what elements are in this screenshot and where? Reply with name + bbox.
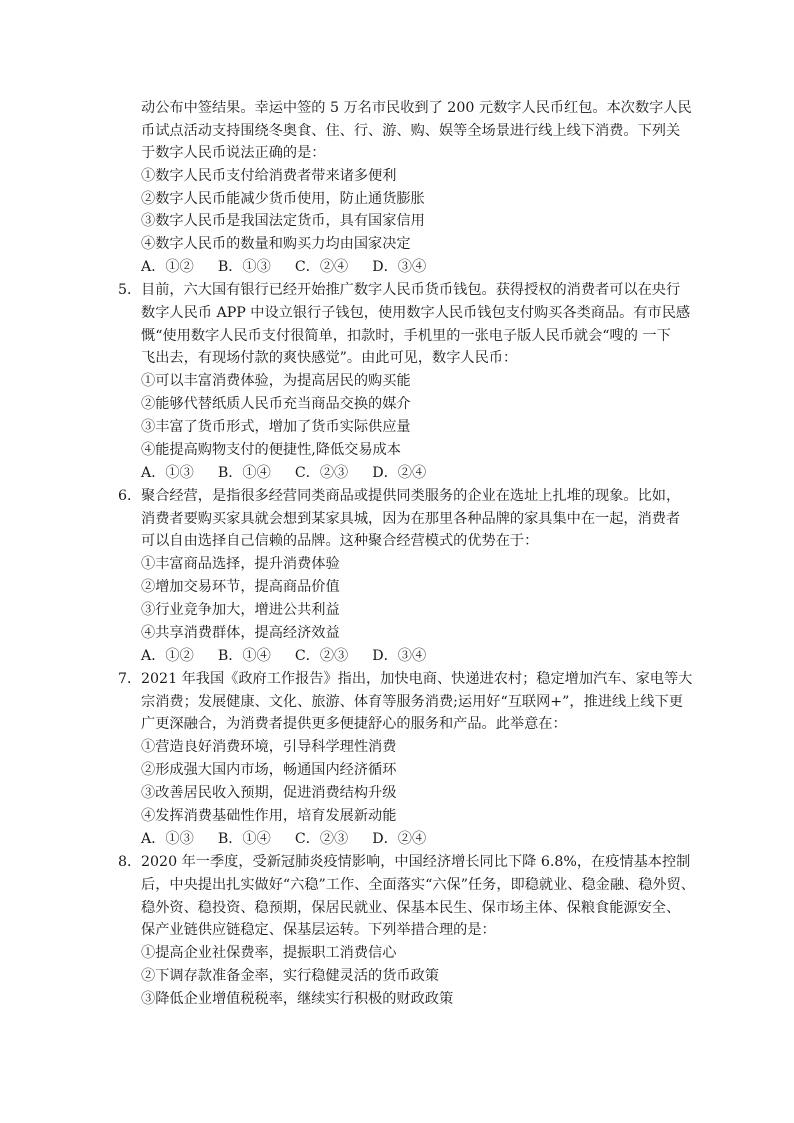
q5-option-4: ④能提高购物支付的便捷性,降低交易成本: [141, 442, 401, 458]
q8-stem-line-4: 保产业链供应链稳定、保基层运转。下列举措合理的是：: [141, 922, 496, 938]
q5-choice-c: C．②③: [294, 465, 349, 481]
q5-option-3: ③丰富了货币形式，增加了货币实际供应量: [141, 419, 411, 435]
q7-option-4: ④发挥消费基础性作用，培育发展新动能: [141, 808, 397, 824]
q5-choice-d: D．②④: [372, 465, 427, 481]
q4-stem-line-1: 动公布中签结果。幸运中签的 5 万名市民收到了 200 元数字人民币红包。本次数字人民: [141, 100, 692, 116]
q6-option-3: ③行业竞争加大，增进公共利益: [141, 602, 340, 618]
q4-answer-choices: [141, 257, 450, 277]
q8-stem-line-1: [118, 852, 690, 872]
q4-option-1: ①数字人民币支付给消费者带来诸多便利: [141, 168, 397, 184]
q8-number: 8．: [118, 854, 142, 870]
q4-choice-a: A．①②: [141, 259, 194, 275]
q5-number: 5．: [118, 282, 142, 298]
q5-choice-a: A．①③: [141, 465, 194, 481]
q8-stem-line-2: 后，中央提出扎实做好“六稳”工作、全面落实“六保”任务，即稳就业、稳金融、稳外贸、: [141, 877, 695, 893]
q4-stem-line-2: 币试点活动支持围绕冬奥食、住、行、游、购、娱等全场景进行线上线下消费。下列关: [141, 123, 681, 139]
q6-stem-text-1: 聚合经营，是指很多经营同类商品或提供同类服务的企业在选址上扎堆的现象。比如，: [141, 488, 681, 504]
q4-option-3: ③数字人民币是我国法定货币，具有国家信用: [141, 213, 425, 229]
q8-stem-text-1: 2020 年一季度，受新冠肺炎疫情影响，中国经济增长同比下降 6.8%，在疫情基本控制: [141, 854, 691, 870]
q6-number: 6．: [118, 488, 142, 504]
q7-option-2: ②形成强大国内市场，畅通国内经济循环: [141, 762, 397, 778]
q5-stem-line-4: 飞出去，有现场付款的爽快感觉”。由此可见，数字人民币：: [141, 350, 518, 366]
q4-stem-line-3: 于数字人民币说法正确的是：: [141, 145, 326, 161]
q4-choice-d: D．③④: [372, 259, 427, 275]
q8-stem-line-3: 稳外资、稳投资、稳预期，保居民就业、保基本民生、保市场主体、保粮食能源安全、: [141, 900, 681, 916]
q7-choice-a: A．①③: [141, 831, 194, 847]
q7-stem-line-2: 宗消费；发展健康、文化、旅游、体育等服务消费;运用好“互联网+”，推进线上线下更: [141, 694, 683, 710]
q8-option-1: ①提高企业社保费率，提振职工消费信心: [141, 945, 397, 961]
q8-option-3: ③降低企业增值税税率，继续实行积极的财政政策: [141, 991, 454, 1007]
q6-answer-choices: [141, 646, 450, 666]
q6-stem-line-1: [118, 486, 680, 506]
q6-stem-line-3: 可以自由选择自己信赖的品牌。这种聚合经营模式的优势在于：: [141, 533, 539, 549]
q6-option-4: ④共享消费群体，提高经济效益: [141, 625, 340, 641]
q5-choice-b: B．①④: [217, 465, 271, 481]
q6-stem-line-2: 消费者要购买家具就会想到某家具城，因为在那里各种品牌的家具集中在一起，消费者: [141, 511, 681, 527]
q5-option-2: ②能够代替纸质人民币充当商品交换的媒介: [141, 396, 411, 412]
q8-option-2: ②下调存款准备金率，实行稳健灵活的货币政策: [141, 968, 439, 984]
q5-answer-choices: [141, 463, 450, 483]
q6-option-2: ②增加交易环节，提高商品价值: [141, 579, 340, 595]
q7-choice-d: D．②④: [372, 831, 427, 847]
q7-choice-b: B．①④: [217, 831, 271, 847]
q7-answer-choices: [141, 829, 450, 849]
q4-option-2: ②数字人民币能减少货币使用，防止通货膨胀: [141, 191, 425, 207]
q7-number: 7．: [118, 671, 142, 687]
q6-choice-c: C．②③: [294, 648, 349, 664]
q5-option-1: ①可以丰富消费体验，为提高居民的购买能: [141, 373, 411, 389]
q5-stem-line-2: 数字人民币 APP 中设立银行子钱包，使用数字人民币钱包支付购买各类商品。有市民感: [141, 305, 691, 321]
q7-option-3: ③改善居民收入预期，促进消费结构升级: [141, 785, 397, 801]
q6-choice-d: D．③④: [372, 648, 427, 664]
q6-option-1: ①丰富商品选择，提升消费体验: [141, 556, 340, 572]
q4-option-4: ④数字人民币的数量和购买力均由国家决定: [141, 236, 411, 252]
q4-choice-c: C．②④: [294, 259, 349, 275]
q6-choice-a: A．①②: [141, 648, 194, 664]
q5-stem-text-1: 目前，六大国有银行已经开始推广数字人民币货币钱包。获得授权的消费者可以在央行: [141, 282, 681, 298]
q6-choice-b: B．①④: [217, 648, 271, 664]
q4-choice-b: B．①③: [217, 259, 271, 275]
q7-stem-line-3: 广更深融合，为消费者提供更多便捷舒心的服务和产品。此举意在：: [141, 716, 567, 732]
q7-option-1: ①营造良好消费环境，引导科学理性消费: [141, 739, 397, 755]
q7-choice-c: C．②③: [294, 831, 349, 847]
q5-stem-line-3: 慨“使用数字人民币支付很简单，扣款时，手机里的一张电子版人民币就会“嗖的 一下: [141, 328, 671, 344]
q7-stem-text-1: 2021 年我国《政府工作报告》指出，加快电商、快递进农村；稳定增加汽车、家电等大: [141, 671, 693, 687]
q5-stem-line-1: [118, 280, 680, 300]
q7-stem-line-1: [118, 669, 692, 689]
